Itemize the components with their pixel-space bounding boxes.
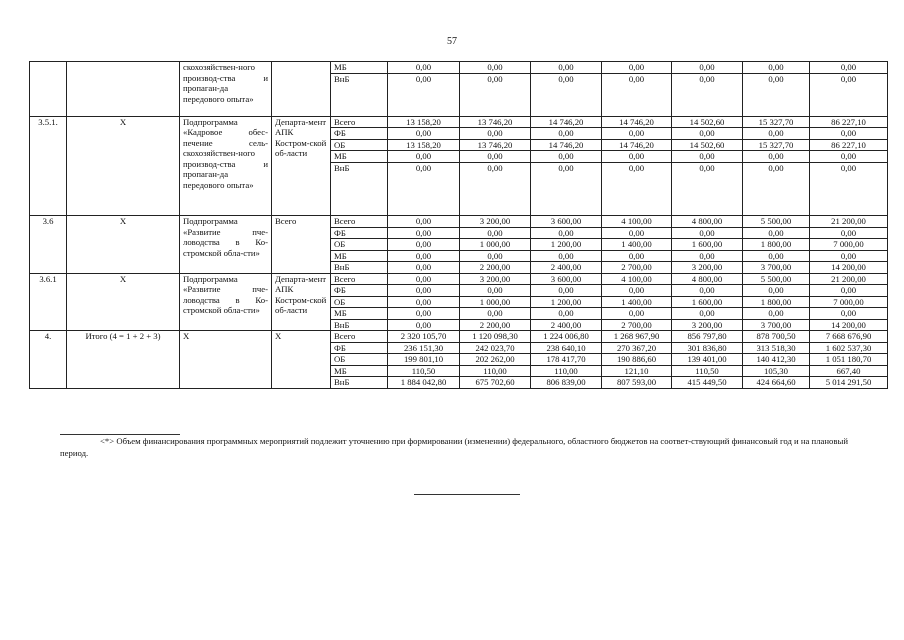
funding-source: МБ: [331, 365, 388, 377]
table-row: [30, 62, 888, 74]
funding-source: ОБ: [331, 296, 388, 308]
funding-source: ВнБ: [331, 377, 388, 389]
year-value: 3 200,00: [460, 216, 531, 228]
total-value: 1 051 180,70: [810, 354, 888, 366]
table-row: [30, 116, 888, 128]
year-value: 3 600,00: [531, 273, 602, 285]
year-value: 0,00: [602, 227, 672, 239]
year-value: 0,00: [460, 308, 531, 320]
year-value: 0,00: [602, 250, 672, 262]
total-value: 14 200,00: [810, 262, 888, 274]
executor: Департа-мент АПК Костром-ской об-ласти: [272, 116, 331, 216]
funding-source: Всего: [331, 116, 388, 128]
total-value: 21 200,00: [810, 273, 888, 285]
year-value: 0,00: [388, 227, 460, 239]
year-value: 105,30: [743, 365, 810, 377]
year-value: 0,00: [531, 62, 602, 74]
funding-source: МБ: [331, 250, 388, 262]
year-value: 0,00: [460, 128, 531, 140]
year-value: 14 502,60: [672, 139, 743, 151]
year-value: 0,00: [388, 262, 460, 274]
year-value: 110,00: [460, 365, 531, 377]
year-value: 15 327,70: [743, 139, 810, 151]
year-value: 0,00: [743, 285, 810, 297]
year-value: 1 224 006,80: [531, 331, 602, 343]
year-value: 1 884 042,80: [388, 377, 460, 389]
year-value: 0,00: [672, 128, 743, 140]
year-value: 1 800,00: [743, 296, 810, 308]
year-value: 2 700,00: [602, 262, 672, 274]
total-value: 0,00: [810, 62, 888, 74]
funding-source: ОБ: [331, 354, 388, 366]
program-name: скохозяйствен-ного производ-ства и пропаган-да передового опыта»: [180, 62, 272, 117]
year-value: 0,00: [602, 162, 672, 216]
executor: Всего: [272, 216, 331, 274]
year-value: 0,00: [388, 216, 460, 228]
financing-table-body: [30, 62, 888, 389]
year-value: 110,00: [531, 365, 602, 377]
funding-source: МБ: [331, 308, 388, 320]
year-value: 3 600,00: [531, 216, 602, 228]
year-value: 0,00: [743, 308, 810, 320]
year-value: 0,00: [672, 308, 743, 320]
year-value: 110,50: [388, 365, 460, 377]
year-value: 121,10: [602, 365, 672, 377]
year-value: 0,00: [531, 162, 602, 216]
target-indicator: Х: [67, 216, 180, 274]
year-value: 4 100,00: [602, 273, 672, 285]
year-value: 3 200,00: [672, 319, 743, 331]
year-value: 3 200,00: [672, 262, 743, 274]
year-value: 0,00: [388, 73, 460, 116]
year-value: 14 746,20: [602, 139, 672, 151]
year-value: 0,00: [743, 151, 810, 163]
year-value: 0,00: [531, 250, 602, 262]
year-value: 1 200,00: [531, 296, 602, 308]
executor: [272, 62, 331, 117]
year-value: 301 836,80: [672, 342, 743, 354]
year-value: 0,00: [460, 162, 531, 216]
year-value: 270 367,20: [602, 342, 672, 354]
year-value: 0,00: [743, 250, 810, 262]
total-value: 7 000,00: [810, 239, 888, 251]
year-value: 14 502,60: [672, 116, 743, 128]
year-value: 0,00: [460, 62, 531, 74]
total-value: 0,00: [810, 73, 888, 116]
funding-source: Всего: [331, 331, 388, 343]
year-value: 202 262,00: [460, 354, 531, 366]
year-value: 110,50: [672, 365, 743, 377]
year-value: 856 797,80: [672, 331, 743, 343]
year-value: 0,00: [743, 62, 810, 74]
total-value: 667,40: [810, 365, 888, 377]
funding-source: ФБ: [331, 342, 388, 354]
year-value: 313 518,30: [743, 342, 810, 354]
total-value: 0,00: [810, 162, 888, 216]
year-value: 0,00: [602, 308, 672, 320]
executor: Х: [272, 331, 331, 389]
year-value: 0,00: [672, 62, 743, 74]
funding-source: Всего: [331, 273, 388, 285]
year-value: 0,00: [531, 285, 602, 297]
funding-source: ФБ: [331, 285, 388, 297]
year-value: 1 800,00: [743, 239, 810, 251]
year-value: 0,00: [388, 128, 460, 140]
year-value: 5 500,00: [743, 273, 810, 285]
year-value: 0,00: [531, 151, 602, 163]
total-value: 86 227,10: [810, 116, 888, 128]
row-number: 3.5.1.: [30, 116, 67, 216]
year-value: 0,00: [460, 227, 531, 239]
year-value: 4 800,00: [672, 273, 743, 285]
year-value: 238 640,10: [531, 342, 602, 354]
year-value: 0,00: [388, 273, 460, 285]
year-value: 0,00: [531, 227, 602, 239]
year-value: 415 449,50: [672, 377, 743, 389]
year-value: 5 500,00: [743, 216, 810, 228]
row-number: 3.6: [30, 216, 67, 274]
year-value: 2 700,00: [602, 319, 672, 331]
total-value: 21 200,00: [810, 216, 888, 228]
year-value: 807 593,00: [602, 377, 672, 389]
table-row: [30, 331, 888, 343]
row-number: 4.: [30, 331, 67, 389]
year-value: 1 400,00: [602, 239, 672, 251]
year-value: 1 400,00: [602, 296, 672, 308]
year-value: 0,00: [388, 296, 460, 308]
row-number: 3.6.1: [30, 273, 67, 331]
year-value: 14 746,20: [531, 116, 602, 128]
funding-source: МБ: [331, 151, 388, 163]
page-number: 57: [447, 36, 457, 47]
year-value: 1 120 098,30: [460, 331, 531, 343]
year-value: 140 412,30: [743, 354, 810, 366]
total-value: 5 014 291,50: [810, 377, 888, 389]
year-value: 0,00: [672, 250, 743, 262]
year-value: 0,00: [388, 162, 460, 216]
total-value: 14 200,00: [810, 319, 888, 331]
year-value: 0,00: [460, 250, 531, 262]
year-value: 178 417,70: [531, 354, 602, 366]
funding-source: ВнБ: [331, 162, 388, 216]
funding-source: ФБ: [331, 128, 388, 140]
year-value: 0,00: [388, 250, 460, 262]
target-indicator: Итого (4 = 1 + 2 + 3): [67, 331, 180, 389]
year-value: 0,00: [672, 227, 743, 239]
year-value: 13 746,20: [460, 139, 531, 151]
year-value: 0,00: [602, 151, 672, 163]
year-value: 0,00: [672, 73, 743, 116]
year-value: 13 158,20: [388, 139, 460, 151]
year-value: 0,00: [602, 73, 672, 116]
year-value: 1 000,00: [460, 239, 531, 251]
year-value: 1 268 967,90: [602, 331, 672, 343]
funding-source: ВнБ: [331, 73, 388, 116]
program-name: Подпрограмма «Развитие пче-ловодства в Ко-стромской обла-сти»: [180, 273, 272, 331]
total-value: 0,00: [810, 250, 888, 262]
year-value: 0,00: [743, 227, 810, 239]
year-value: 0,00: [531, 73, 602, 116]
funding-source: Всего: [331, 216, 388, 228]
year-value: 4 800,00: [672, 216, 743, 228]
year-value: 3 700,00: [743, 319, 810, 331]
year-value: 15 327,70: [743, 116, 810, 128]
end-of-document-line: [414, 494, 520, 495]
year-value: 0,00: [460, 151, 531, 163]
year-value: 13 746,20: [460, 116, 531, 128]
funding-source: ВнБ: [331, 319, 388, 331]
table-row: [30, 216, 888, 228]
year-value: 0,00: [531, 308, 602, 320]
total-value: 0,00: [810, 227, 888, 239]
funding-source: ФБ: [331, 227, 388, 239]
year-value: 0,00: [743, 128, 810, 140]
year-value: 0,00: [388, 308, 460, 320]
year-value: 424 664,60: [743, 377, 810, 389]
program-name: Подпрограмма «Развитие пче-ловодства в Ко-стромской обла-сти»: [180, 216, 272, 274]
year-value: 0,00: [388, 285, 460, 297]
program-name: Подпрограмма «Кадровое обес-печение сель-скохозяйствен-ного производ-ства и пропаган-да передового опыта»: [180, 116, 272, 216]
year-value: 14 746,20: [531, 139, 602, 151]
year-value: 0,00: [672, 162, 743, 216]
year-value: 0,00: [388, 62, 460, 74]
year-value: 0,00: [602, 62, 672, 74]
total-value: 0,00: [810, 308, 888, 320]
year-value: 0,00: [672, 285, 743, 297]
year-value: 14 746,20: [602, 116, 672, 128]
year-value: 2 400,00: [531, 319, 602, 331]
year-value: 1 000,00: [460, 296, 531, 308]
year-value: 2 400,00: [531, 262, 602, 274]
year-value: 0,00: [388, 319, 460, 331]
year-value: 1 600,00: [672, 296, 743, 308]
year-value: 3 200,00: [460, 273, 531, 285]
year-value: 3 700,00: [743, 262, 810, 274]
total-value: 0,00: [810, 151, 888, 163]
year-value: 0,00: [602, 285, 672, 297]
financing-table: [29, 61, 888, 389]
year-value: 0,00: [743, 73, 810, 116]
year-value: 0,00: [743, 162, 810, 216]
target-indicator: Х: [67, 116, 180, 216]
year-value: 2 320 105,70: [388, 331, 460, 343]
total-value: 1 602 537,30: [810, 342, 888, 354]
year-value: 806 839,00: [531, 377, 602, 389]
program-name: Х: [180, 331, 272, 389]
year-value: 0,00: [388, 239, 460, 251]
year-value: 139 401,00: [672, 354, 743, 366]
total-value: 86 227,10: [810, 139, 888, 151]
year-value: 199 801,10: [388, 354, 460, 366]
total-value: 7 000,00: [810, 296, 888, 308]
year-value: 4 100,00: [602, 216, 672, 228]
year-value: 2 200,00: [460, 319, 531, 331]
year-value: 190 886,60: [602, 354, 672, 366]
funding-source: МБ: [331, 62, 388, 74]
total-value: 0,00: [810, 285, 888, 297]
table-row: [30, 273, 888, 285]
year-value: 0,00: [531, 128, 602, 140]
year-value: 0,00: [388, 151, 460, 163]
funding-source: ОБ: [331, 239, 388, 251]
year-value: 1 600,00: [672, 239, 743, 251]
row-number: [30, 62, 67, 117]
year-value: 878 700,50: [743, 331, 810, 343]
year-value: 1 200,00: [531, 239, 602, 251]
funding-source: ОБ: [331, 139, 388, 151]
year-value: 2 200,00: [460, 262, 531, 274]
total-value: 0,00: [810, 128, 888, 140]
year-value: 0,00: [460, 285, 531, 297]
year-value: 0,00: [602, 128, 672, 140]
funding-source: ВнБ: [331, 262, 388, 274]
year-value: 13 158,20: [388, 116, 460, 128]
year-value: 675 702,60: [460, 377, 531, 389]
target-indicator: [67, 62, 180, 117]
year-value: 242 023,70: [460, 342, 531, 354]
year-value: 0,00: [672, 151, 743, 163]
footnote: <*> Объем финансирования программных мероприятий подлежит уточнению при формировании (изменении) федерального, областного бюджетов на соответ-ствующий финансовый год и на плановый период.: [60, 436, 848, 458]
target-indicator: Х: [67, 273, 180, 331]
year-value: 236 151,30: [388, 342, 460, 354]
executor: Департа-мент АПК Костром-ской об-ласти: [272, 273, 331, 331]
total-value: 7 668 676,90: [810, 331, 888, 343]
year-value: 0,00: [460, 73, 531, 116]
